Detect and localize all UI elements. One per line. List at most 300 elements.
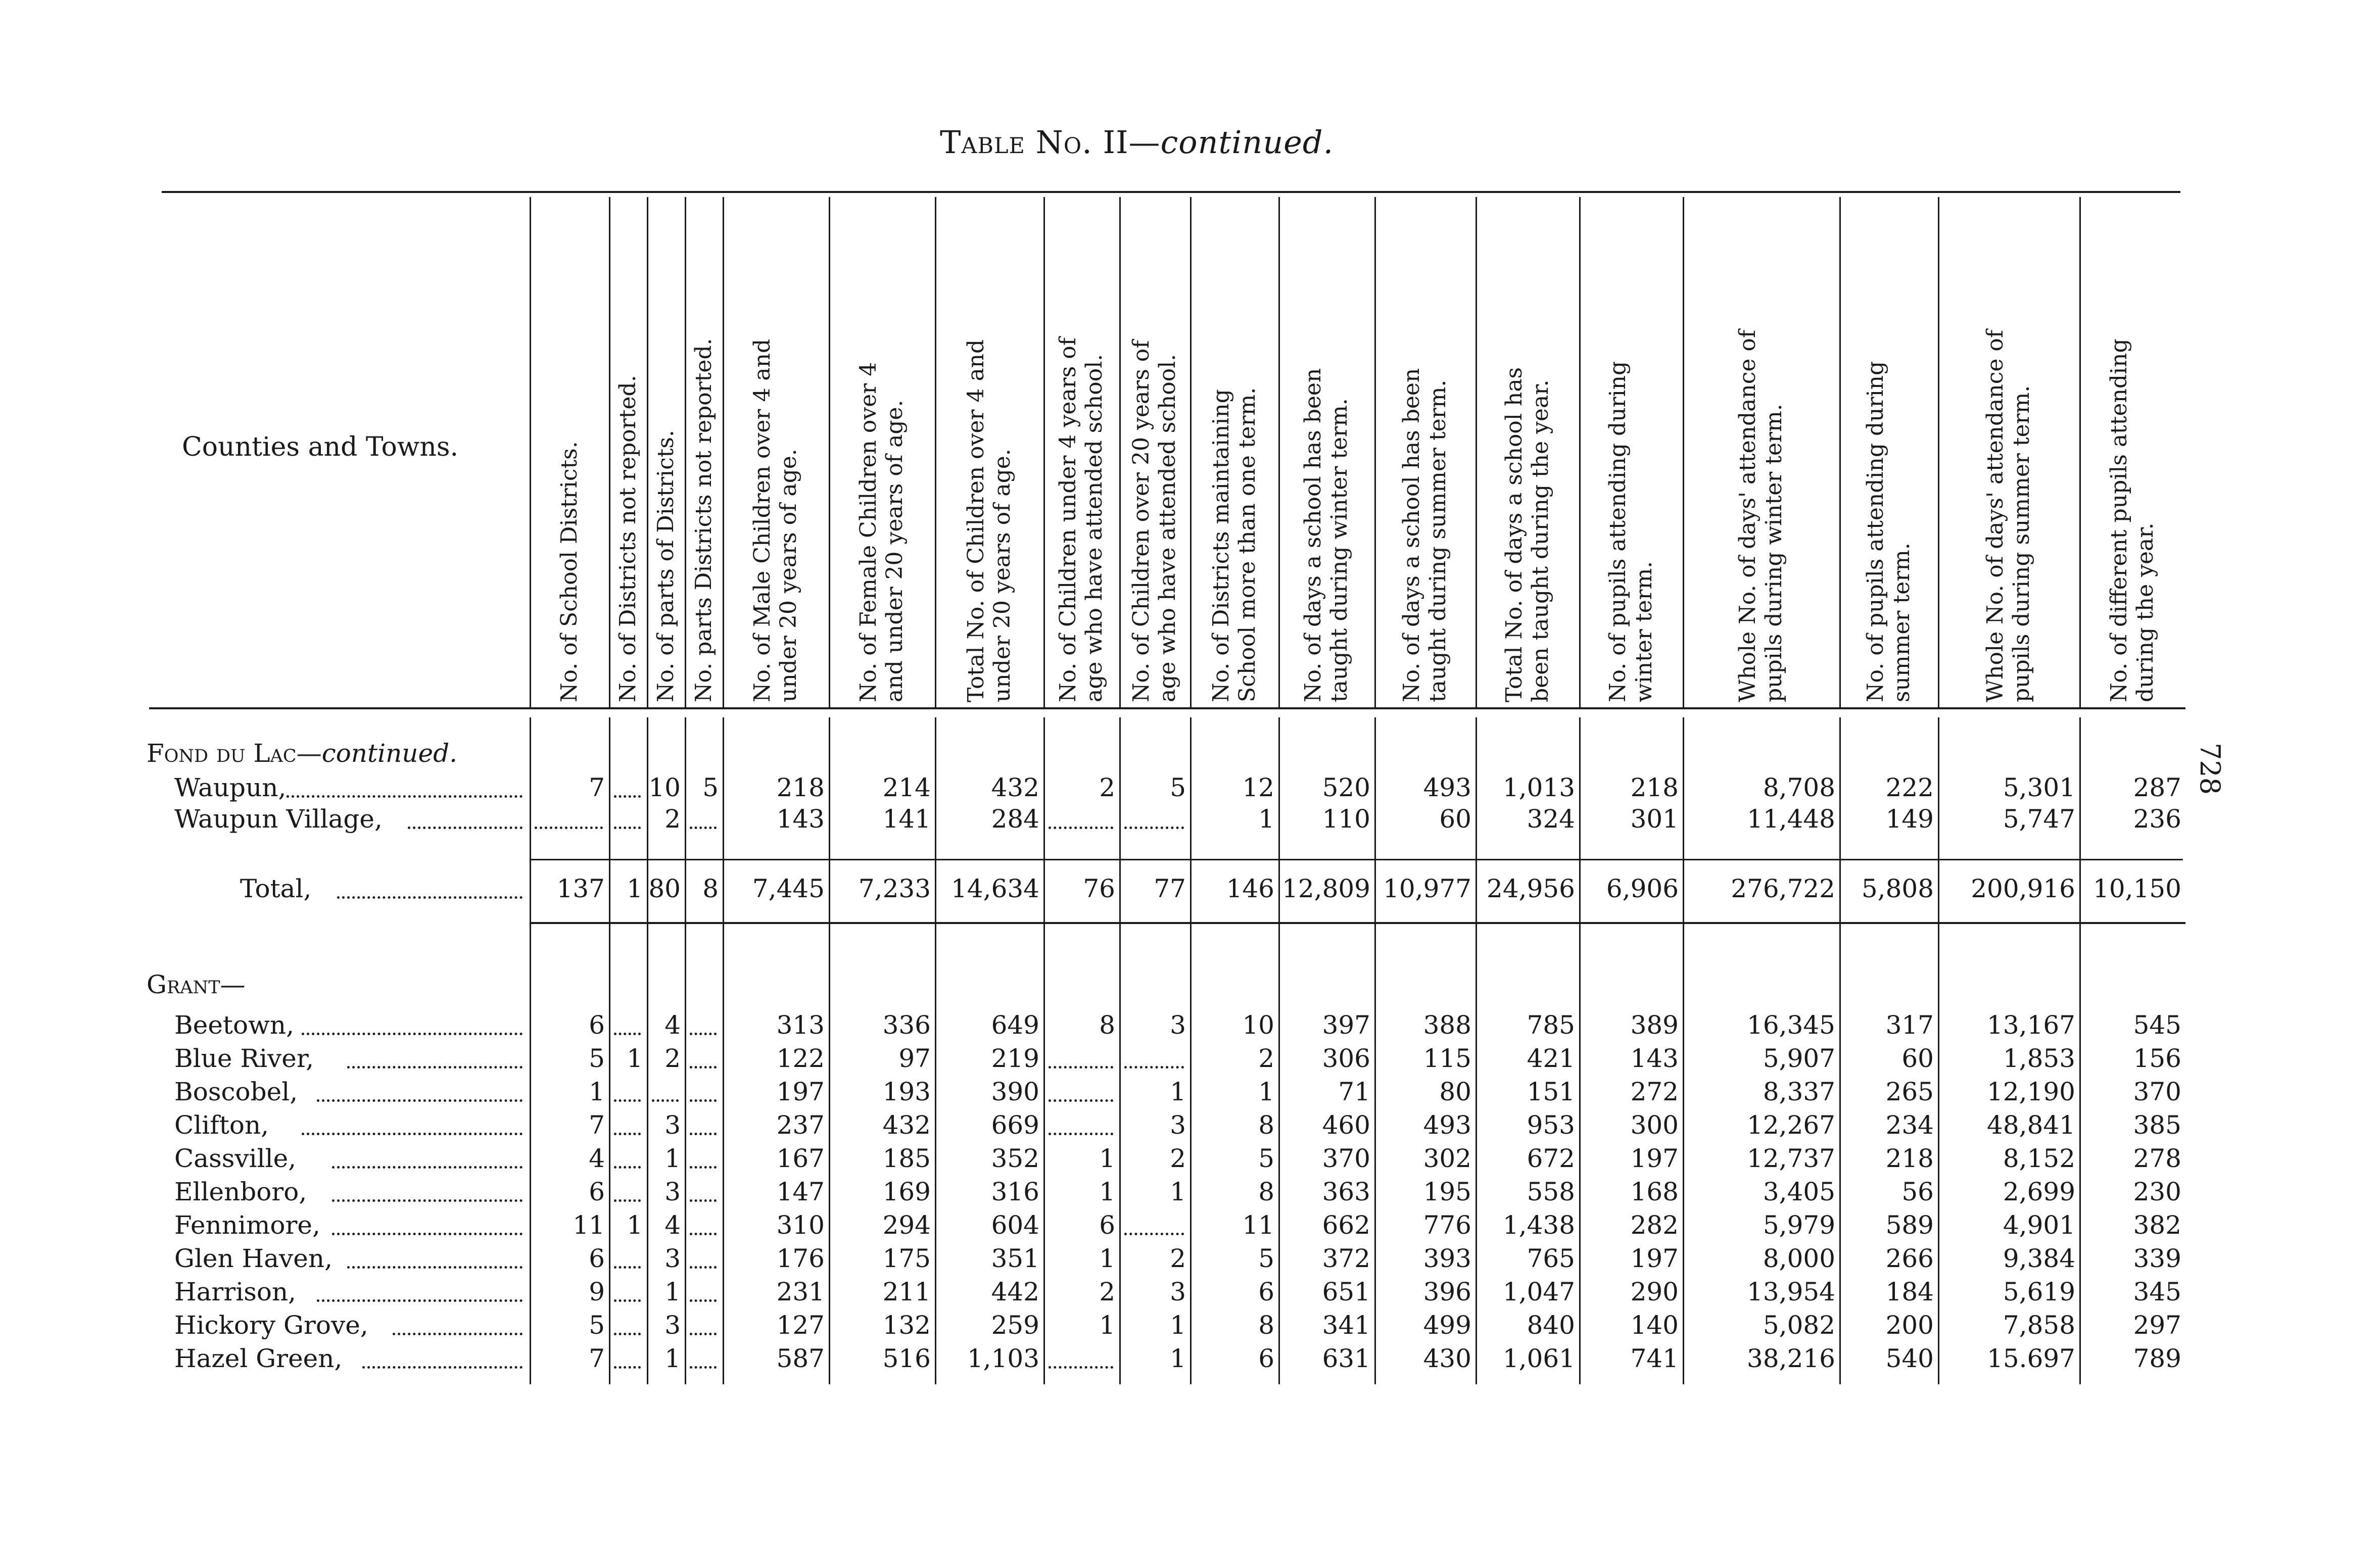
section-heading [147, 970, 246, 999]
column-rule [2079, 197, 2081, 707]
column-rule [1119, 717, 1121, 1384]
table-cell: 56 [1901, 1177, 1934, 1206]
table-cell: 71 [1338, 1077, 1370, 1106]
table-cell: 132 [882, 1311, 931, 1340]
empty-cell-dots [652, 1099, 679, 1102]
table-cell: 390 [991, 1077, 1039, 1106]
table-cell: 147 [776, 1177, 825, 1206]
column-header-16 [1863, 361, 1915, 702]
table-cell: 122 [776, 1044, 825, 1073]
table-cell: 388 [1423, 1010, 1471, 1040]
table-cell: 143 [1630, 1044, 1679, 1073]
table-cell: 396 [1423, 1277, 1471, 1306]
column-rule [1839, 717, 1841, 1384]
empty-cell-dots [1124, 1233, 1184, 1235]
leader-dots [408, 827, 522, 829]
table-cell: 2 [1258, 1044, 1274, 1073]
leader-dots [332, 1233, 522, 1235]
table-cell: 587 [776, 1344, 825, 1373]
leader-dots [317, 1299, 522, 1302]
table-cell: 184 [1885, 1277, 1934, 1306]
empty-cell-dots [614, 795, 641, 798]
table-cell: 300 [1630, 1110, 1679, 1140]
empty-cell-dots [690, 1199, 717, 1202]
leader-dots [302, 1133, 522, 1135]
table-cell: 12,267 [1747, 1110, 1835, 1140]
column-header-line: School more than one term. [1234, 387, 1260, 702]
table-cell: 516 [882, 1344, 931, 1373]
total-rule-bottom [530, 922, 2185, 924]
table-cell: 3 [1170, 1010, 1186, 1040]
table-cell: 363 [1322, 1177, 1370, 1206]
table-cell: 6 [589, 1010, 605, 1040]
section-heading-suffix: — [220, 970, 246, 999]
table-cell: 7,233 [858, 874, 931, 903]
table-cell: 669 [991, 1110, 1039, 1140]
table-cell: 6 [1258, 1277, 1274, 1306]
table-cell: 499 [1423, 1311, 1471, 1340]
empty-cell-dots [690, 1233, 717, 1235]
table-cell: 10 [1242, 1010, 1274, 1040]
column-rule [1938, 717, 1939, 1384]
column-rule [1839, 197, 1841, 707]
table-cell: 11 [1242, 1210, 1274, 1240]
column-header-11 [1300, 368, 1353, 702]
table-cell: 662 [1322, 1210, 1370, 1240]
table-cell: 5,301 [2003, 773, 2075, 802]
table-cell: 143 [776, 804, 825, 834]
table-cell: 2 [1099, 1277, 1115, 1306]
table-cell: 8,337 [1763, 1077, 1835, 1106]
column-header-8 [1055, 337, 1108, 702]
table-cell: 3 [664, 1110, 681, 1140]
column-header-7 [963, 340, 1016, 702]
empty-cell-dots [1049, 1099, 1113, 1102]
table-cell: 372 [1322, 1244, 1370, 1273]
leader-dots [302, 1033, 522, 1035]
column-rule [1475, 717, 1477, 1384]
table-cell: 282 [1630, 1210, 1679, 1240]
counties-header: Counties and Towns. [182, 432, 459, 462]
table-cell: 12,737 [1747, 1144, 1835, 1173]
empty-cell-dots [614, 1099, 641, 1102]
table-cell: 115 [1423, 1044, 1471, 1073]
table-cell: 310 [776, 1210, 825, 1240]
leader-dots [317, 1099, 522, 1102]
column-header-9 [1128, 340, 1181, 702]
table-cell: 6,906 [1606, 874, 1679, 903]
header-top-rule [162, 191, 2180, 193]
town-name: Hazel Green, [174, 1344, 343, 1373]
column-header-line: No. of Districts maintaining [1208, 389, 1234, 702]
table-cell: 167 [776, 1144, 825, 1173]
table-cell: 1 [664, 1277, 681, 1306]
table-cell: 8,708 [1763, 773, 1835, 802]
column-header-line: No. of Districts not reported. [614, 375, 641, 702]
table-cell: 432 [882, 1110, 931, 1140]
table-cell: 5 [589, 1044, 605, 1073]
table-cell: 776 [1423, 1210, 1471, 1240]
table-cell: 2 [664, 804, 681, 834]
table-cell: 430 [1423, 1344, 1471, 1373]
table-cell: 631 [1322, 1344, 1370, 1373]
table-cell: 389 [1630, 1010, 1679, 1040]
column-header-line: age who have attended school. [1081, 354, 1107, 702]
column-rule [685, 197, 686, 707]
table-cell: 1 [664, 1144, 681, 1173]
column-header-line: Whole No. of days' attendance of [1982, 329, 2008, 702]
table-cell: 278 [2133, 1144, 2181, 1173]
empty-cell-dots [614, 1033, 641, 1035]
table-cell: 156 [2133, 1044, 2181, 1073]
table-cell: 185 [882, 1144, 931, 1173]
table-cell: 197 [1630, 1244, 1679, 1273]
table-cell: 200,916 [1971, 874, 2075, 903]
table-cell: 197 [1630, 1144, 1679, 1173]
leader-dots [362, 1366, 522, 1369]
table-cell: 13,954 [1747, 1277, 1835, 1306]
table-cell: 3 [664, 1177, 681, 1206]
empty-cell-dots [614, 1133, 641, 1135]
table-cell: 176 [776, 1244, 825, 1273]
empty-cell-dots [690, 1266, 717, 1269]
column-rule [609, 197, 610, 707]
table-cell: 301 [1630, 804, 1679, 834]
table-cell: 5,979 [1763, 1210, 1835, 1240]
table-cell: 13,167 [1987, 1010, 2075, 1040]
column-rule [1190, 197, 1192, 707]
table-cell: 48,841 [1987, 1110, 2075, 1140]
table-cell: 234 [1885, 1110, 1934, 1140]
column-header-line: age who have attended school. [1155, 354, 1180, 702]
table-cell: 6 [1258, 1344, 1274, 1373]
table-cell: 1 [1258, 804, 1274, 834]
leader-dots [337, 896, 522, 899]
column-header-13 [1501, 367, 1554, 702]
table-cell: 5 [1258, 1244, 1274, 1273]
table-cell: 6 [1099, 1210, 1115, 1240]
column-rule [829, 197, 830, 707]
table-cell: 141 [882, 804, 931, 834]
table-cell: 231 [776, 1277, 825, 1306]
empty-cell-dots [690, 1333, 717, 1335]
column-rule [1278, 717, 1280, 1384]
column-header-line: No. of different pupils attending [2106, 338, 2132, 702]
table-cell: 218 [1885, 1144, 1934, 1173]
table-cell: 8,000 [1763, 1244, 1835, 1273]
column-header-line: No. of Children under 4 years of [1055, 337, 1081, 702]
empty-cell-dots [1049, 1133, 1113, 1135]
table-cell: 351 [991, 1244, 1039, 1273]
title-main: Table No. II— [940, 124, 1161, 161]
town-name: Fennimore, [174, 1210, 320, 1240]
table-cell: 840 [1527, 1311, 1575, 1340]
table-cell: 297 [2133, 1311, 2181, 1340]
table-cell: 1,438 [1502, 1210, 1575, 1240]
table-cell: 324 [1527, 804, 1575, 834]
column-header-line: No. parts Districts not reported. [690, 338, 717, 702]
column-header-line: taught during summer term. [1425, 379, 1451, 702]
table-cell: 5,747 [2003, 804, 2075, 834]
table-cell: 4 [664, 1010, 681, 1040]
table-cell: 8 [1258, 1311, 1274, 1340]
table-cell: 352 [991, 1144, 1039, 1173]
table-cell: 219 [991, 1044, 1039, 1073]
table-cell: 302 [1423, 1144, 1471, 1173]
table-cell: 4,901 [2003, 1210, 2075, 1240]
table-cell: 222 [1885, 773, 1934, 802]
empty-cell-dots [614, 1333, 641, 1335]
table-cell: 284 [991, 804, 1039, 834]
table-cell: 146 [1226, 874, 1274, 903]
table-cell: 3 [1170, 1277, 1186, 1306]
title-continued: continued. [1160, 124, 1334, 161]
section-heading-county: Fond du Lac [147, 739, 297, 768]
table-cell: 421 [1527, 1044, 1575, 1073]
column-header-line: No. of Female Children over 4 [855, 362, 881, 702]
leader-dots [332, 1199, 522, 1202]
empty-cell-dots [1049, 827, 1113, 829]
column-header-5 [749, 339, 802, 702]
table-cell: 175 [882, 1244, 931, 1273]
table-cell: 3 [664, 1244, 681, 1273]
table-cell: 151 [1527, 1077, 1575, 1106]
table-cell: 137 [556, 874, 605, 903]
column-rule [609, 717, 610, 1384]
table-cell: 3 [664, 1311, 681, 1340]
column-rule [723, 197, 724, 707]
town-name: Ellenboro, [174, 1177, 307, 1206]
table-cell: 393 [1423, 1244, 1471, 1273]
column-header-line: Whole No. of days' attendance of [1735, 329, 1760, 702]
table-cell: 218 [776, 773, 825, 802]
table-cell: 24,956 [1487, 874, 1575, 903]
table-cell: 5,619 [2003, 1277, 2075, 1306]
table-cell: 5 [1258, 1144, 1274, 1173]
column-header-line: Total No. of days a school has [1501, 367, 1527, 702]
table-cell: 1 [1099, 1311, 1115, 1340]
total-rule-top [530, 859, 2183, 860]
column-header-line: No. of School Districts. [556, 441, 582, 702]
table-cell: 604 [991, 1210, 1039, 1240]
column-header-10 [1208, 387, 1261, 702]
leader-dots [332, 1166, 522, 1169]
table-cell: 1 [627, 874, 643, 903]
table-cell: 76 [1083, 874, 1115, 903]
table-cell: 1 [1170, 1311, 1186, 1340]
column-header-line: under 20 years of age. [776, 449, 801, 702]
town-name: Blue River, [174, 1044, 314, 1073]
empty-cell-dots [690, 1166, 717, 1169]
table-cell: 8 [1258, 1177, 1274, 1206]
table-cell: 442 [991, 1277, 1039, 1306]
table-cell: 237 [776, 1110, 825, 1140]
column-header-line: during the year. [2132, 522, 2158, 702]
column-header-line: No. of days a school has been [1399, 368, 1424, 702]
table-cell: 1 [1099, 1244, 1115, 1273]
table-cell: 218 [1630, 773, 1679, 802]
table-cell: 10 [648, 773, 681, 802]
column-rule [647, 717, 648, 1384]
table-cell: 649 [991, 1010, 1039, 1040]
column-rule [1475, 197, 1477, 707]
column-rule [530, 197, 531, 707]
empty-cell-dots [690, 1133, 717, 1135]
table-cell: 1,061 [1502, 1344, 1575, 1373]
table-cell: 236 [2133, 804, 2181, 834]
table-cell: 545 [2133, 1010, 2181, 1040]
table-cell: 785 [1527, 1010, 1575, 1040]
column-header-line: No. of parts of Districts. [652, 430, 679, 702]
table-cell: 789 [2133, 1344, 2181, 1373]
town-name: Beetown, [174, 1010, 295, 1040]
table-cell: 12,190 [1987, 1077, 2075, 1106]
column-rule [723, 717, 724, 1384]
empty-cell-dots [690, 1099, 717, 1102]
table-cell: 11 [573, 1210, 605, 1240]
table-cell: 385 [2133, 1110, 2181, 1140]
empty-cell-dots [535, 827, 603, 829]
column-header-17 [1982, 330, 2035, 702]
town-name: Boscobel, [174, 1077, 298, 1106]
column-header-line: No. of days a school has been [1300, 368, 1326, 702]
column-rule [530, 717, 531, 1384]
column-header-4 [691, 338, 717, 702]
table-cell: 10,150 [2093, 874, 2181, 903]
empty-cell-dots [614, 1266, 641, 1269]
empty-cell-dots [614, 1199, 641, 1202]
table-cell: 432 [991, 773, 1039, 802]
table-cell: 5,808 [1861, 874, 1934, 903]
empty-cell-dots [690, 827, 717, 829]
column-header-line: taught during winter term. [1326, 398, 1352, 702]
table-cell: 4 [589, 1144, 605, 1173]
table-cell: 77 [1154, 874, 1186, 903]
empty-cell-dots [690, 1066, 717, 1069]
table-cell: 306 [1322, 1044, 1370, 1073]
table-cell: 7,858 [2003, 1311, 2075, 1340]
column-rule [1683, 717, 1684, 1384]
table-cell: 460 [1322, 1110, 1370, 1140]
table-cell: 287 [2133, 773, 2181, 802]
column-rule [1938, 197, 1939, 707]
table-cell: 230 [2133, 1177, 2181, 1206]
column-header-line: summer term. [1888, 543, 1915, 702]
table-cell: 8 [1099, 1010, 1115, 1040]
table-cell: 5 [1170, 773, 1186, 802]
leader-dots [287, 795, 522, 798]
table-cell: 741 [1630, 1344, 1679, 1373]
table-cell: 1 [664, 1344, 681, 1373]
header-bottom-rule [149, 707, 2185, 709]
table-cell: 290 [1630, 1277, 1679, 1306]
leader-dots [347, 1066, 522, 1069]
table-cell: 313 [776, 1010, 825, 1040]
column-header-line: No. of Male Children over 4 and [749, 338, 775, 702]
column-rule [647, 197, 648, 707]
table-cell: 12 [1242, 773, 1274, 802]
column-header-line: pupils during winter term. [1761, 404, 1787, 702]
column-rule [935, 197, 936, 707]
column-header-1 [556, 441, 583, 702]
table-cell: 110 [1322, 804, 1370, 834]
column-header-line: No. of Children over 20 years of [1128, 340, 1154, 702]
table-cell: 7,445 [752, 874, 825, 903]
table-cell: 127 [776, 1311, 825, 1340]
table-cell: 1,103 [967, 1344, 1039, 1373]
column-rule [1579, 197, 1581, 707]
empty-cell-dots [1124, 1066, 1184, 1069]
table-cell: 1 [1170, 1177, 1186, 1206]
table-cell: 8,152 [2003, 1144, 2075, 1173]
empty-cell-dots [614, 827, 641, 829]
table-cell: 80 [1439, 1077, 1471, 1106]
column-rule [1579, 717, 1581, 1384]
column-header-15 [1735, 330, 1787, 702]
table-cell: 168 [1630, 1177, 1679, 1206]
column-header-6 [855, 362, 908, 702]
column-header-line: winter term. [1631, 561, 1657, 702]
table-cell: 7 [589, 773, 605, 802]
table-cell: 9 [589, 1277, 605, 1306]
column-rule [2079, 717, 2081, 1384]
table-cell: 1 [627, 1044, 643, 1073]
column-header-3 [653, 430, 679, 702]
table-cell: 80 [648, 874, 681, 903]
table-cell: 15.697 [1987, 1344, 2075, 1373]
column-header-line: been taught during the year. [1527, 379, 1553, 702]
table-cell: 197 [776, 1077, 825, 1106]
table-cell: 341 [1322, 1311, 1370, 1340]
town-name: Waupun, [174, 773, 287, 802]
table-cell: 195 [1423, 1177, 1471, 1206]
table-cell: 520 [1322, 773, 1370, 802]
leader-dots [393, 1333, 522, 1335]
table-cell: 97 [898, 1044, 931, 1073]
page-number: 728 [2194, 743, 2226, 795]
table-cell: 10,977 [1383, 874, 1471, 903]
table-cell: 8 [702, 874, 719, 903]
column-header-line: Total No. of Children over 4 and [963, 339, 989, 702]
table-cell: 2,699 [2003, 1177, 2075, 1206]
table-cell: 5,907 [1763, 1044, 1835, 1073]
table-cell: 149 [1885, 804, 1934, 834]
empty-cell-dots [1049, 1366, 1113, 1369]
table-title [940, 124, 1445, 161]
column-header-14 [1605, 361, 1657, 702]
column-header-line: No. of pupils attending during [1604, 361, 1631, 702]
table-cell: 345 [2133, 1277, 2181, 1306]
table-cell: 14,634 [951, 874, 1039, 903]
section-heading [147, 739, 457, 768]
table-cell: 1,853 [2003, 1044, 2075, 1073]
table-cell: 38,216 [1747, 1344, 1835, 1373]
table-cell: 672 [1527, 1144, 1575, 1173]
table-cell: 7 [589, 1344, 605, 1373]
table-cell: 1 [627, 1210, 643, 1240]
column-header-line: and under 20 years of age. [882, 400, 908, 702]
table-cell: 493 [1423, 1110, 1471, 1140]
table-cell: 1,047 [1502, 1277, 1575, 1306]
column-rule [1683, 197, 1684, 707]
table-cell: 336 [882, 1010, 931, 1040]
column-rule [1278, 197, 1280, 707]
town-name: Waupun Village, [174, 804, 383, 834]
town-name: Hickory Grove, [174, 1311, 368, 1340]
table-cell: 6 [589, 1244, 605, 1273]
column-rule [1374, 197, 1376, 707]
table-cell: 765 [1527, 1244, 1575, 1273]
